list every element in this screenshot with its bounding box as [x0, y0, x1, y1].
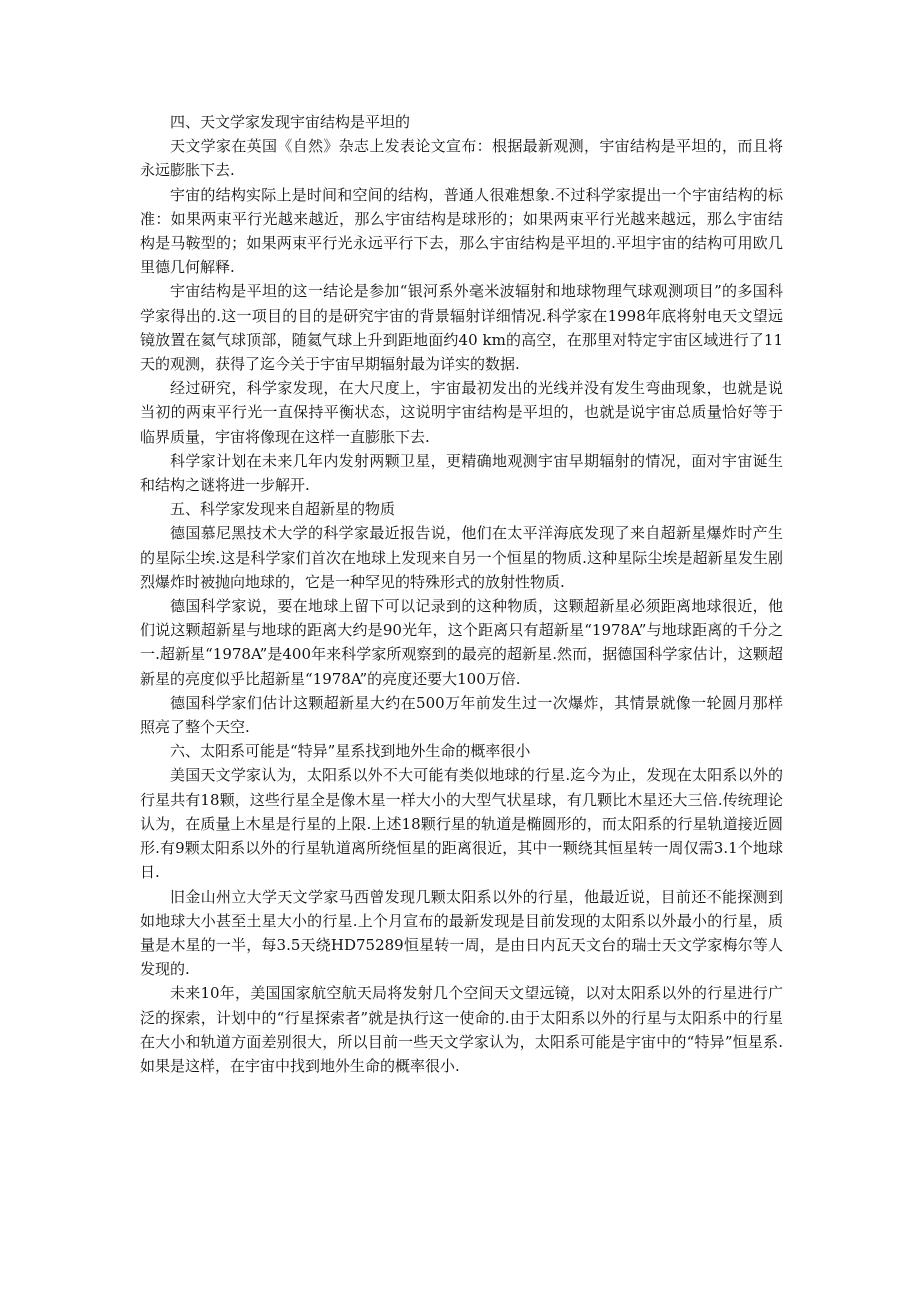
paragraph: 德国科学家们估计这颗超新星大约在500万年前发生过一次爆炸，其情景就像一轮圆月那样照亮了整个天空. [140, 693, 783, 737]
section-heading-6: 六、太阳系可能是“特异”星系找到地外生命的概率很小 [170, 742, 531, 761]
section-heading-5: 五、科学家发现来自超新星的物质 [170, 500, 396, 519]
paragraph: 天文学家在英国《自然》杂志上发表论文宣布：根据最新观测，宇宙结构是平坦的，而且将永远膨胀下去. [140, 137, 783, 180]
paragraph: 未来10年，美国国家航空航天局将发射几个空间天文望远镜，以对太阳系以外的行星进行广泛的探索，计划中的“行星探索者”就是执行这一使命的.由于太阳系以外的行星与太阳系中的行星在大小和轨道方面差别很大，所以目前一些天文学家认为，太阳系可能是宇宙中的“特异”恒星系.如果是这样，在宇宙中找到地外生命的概率很小. [140, 984, 783, 1075]
document-page [140, 110, 783, 1078]
paragraph: 德国科学家说，要在地球上留下可以记录到的这种物质，这颗超新星必须距离地球很近，他们说这颗超新星与地球的距离大约是90光年，这个距离只有超新星“1978A”与地球距离的千分之一.超新星“1978A”是400年来科学家所观察到的最亮的超新星.然而，据德国科学家估计，这颗超新星的亮度似乎比超新星“1978A”的亮度还要大100万倍. [140, 597, 783, 688]
section-heading-4: 四、天文学家发现宇宙结构是平坦的 [170, 113, 411, 131]
paragraph: 科学家计划在未来几年内发射两颗卫星，更精确地观测宇宙早期辐射的情况，面对宇宙诞生和结构之谜将进一步解开. [140, 451, 783, 495]
paragraph: 德国慕尼黑技术大学的科学家最近报告说，他们在太平洋海底发现了来自超新星爆炸时产生的星际尘埃.这是科学家们首次在地球上发现来自另一个恒星的物质.这种星际尘埃是超新星发生剧烈爆炸时被抛向地球的，它是一种罕见的特殊形式的放射性物质. [140, 524, 783, 591]
paragraph: 宇宙结构是平坦的这一结论是参加“银河系外毫米波辐射和地球物理气球观测项目”的多国科学家得出的.这一项目的目的是研究宇宙的背景辐射详细情况.科学家在1998年底将射电天文望远镜放置在氦气球顶部，随氦气球上升到距地面约40 km的高空，在那里对特定宇宙区域进行了11天的观测，获得了迄今关于宇宙早期辐射最为详实的数据. [140, 282, 783, 374]
paragraph: 宇宙的结构实际上是时间和空间的结构，普通人很难想象.不过科学家提出一个宇宙结构的标准：如果两束平行光越来越近，那么宇宙结构是球形的；如果两束平行光越来越远，那么宇宙结构是马鞍型的；如果两束平行光永远平行下去，那么宇宙结构是平坦的.平坦宇宙的结构可用欧几里德几何解释. [140, 185, 783, 277]
paragraph: 经过研究，科学家发现，在大尺度上，宇宙最初发出的光线并没有发生弯曲现象，也就是说当初的两束平行光一直保持平衡状态，这说明宇宙结构是平坦的，也就是说宇宙总质量恰好等于临界质量，宇宙将像现在这样一直膨胀下去. [140, 379, 783, 446]
paragraph: 美国天文学家认为，太阳系以外不大可能有类似地球的行星.迄今为止，发现在太阳系以外的行星共有18颗，这些行星全是像木星一样大小的大型气状星球，有几颗比木星还大三倍.传统理论认为，在质量上木星是行星的上限.上述18颗行星的轨道是椭圆形的，而太阳系的行星轨道接近圆形.有9颗太阳系以外的行星轨道离所绕恒星的距离很近，其中一颗绕其恒星转一周仅需3.1个地球日. [140, 766, 783, 882]
paragraph: 旧金山州立大学天文学家马西曾发现几颗太阳系以外的行星，他最近说，目前还不能探测到如地球大小甚至土星大小的行星.上个月宣布的最新发现是目前发现的太阳系以外最小的行星，质量是木星的一半，每3.5天绕HD75289恒星转一周，是由日内瓦天文台的瑞士天文学家梅尔等人发现的. [140, 887, 783, 979]
